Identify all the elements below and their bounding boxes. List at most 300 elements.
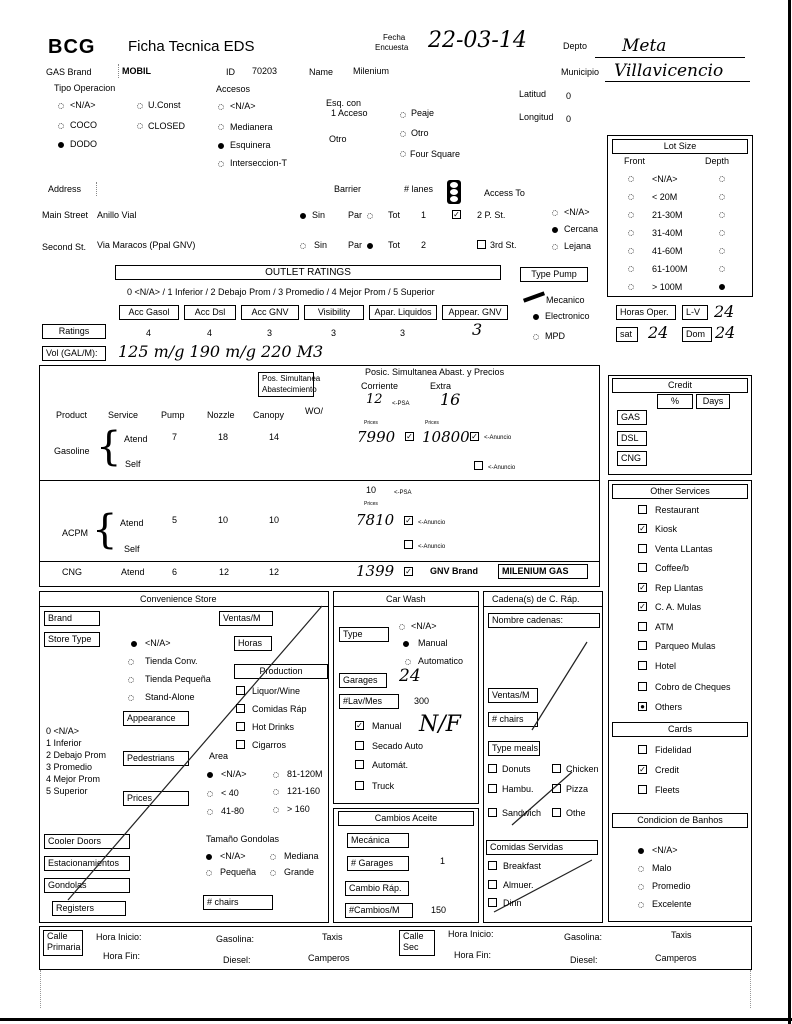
checkbox-meal[interactable]	[488, 784, 497, 793]
cambios-title: Cambios Aceite	[338, 811, 474, 826]
radio-store-type[interactable]	[131, 641, 137, 647]
radio-lot-front[interactable]	[628, 248, 634, 254]
depth-label: Depth	[705, 156, 730, 166]
tipo-option: <N/A>	[70, 100, 96, 110]
wash-garages-label: Garages	[339, 673, 387, 688]
radio-tipo-dodo[interactable]	[58, 142, 64, 148]
gnv-brand-label: GNV Brand	[430, 566, 479, 576]
checkbox-service[interactable]	[638, 641, 647, 650]
service-label: C. A. Mulas	[655, 602, 702, 612]
lav-mes-label: #Lav/Mes	[339, 694, 399, 709]
anuncio-label: <-Anuncio	[418, 520, 446, 526]
brace-icon: {	[92, 507, 118, 553]
gondolas-label: Gondolas	[44, 878, 130, 893]
radio-second-sin[interactable]	[300, 243, 306, 249]
horas-oper-label: Horas Oper.	[616, 305, 676, 320]
outlet-col-0: Acc Gasol	[119, 305, 179, 320]
checkbox-gas-self-anuncio[interactable]	[474, 461, 483, 470]
calle-primaria-label: Calle Primaria	[43, 930, 83, 956]
id-label: ID	[226, 67, 235, 77]
tipo-option: CLOSED	[148, 121, 186, 131]
radio-second-tot[interactable]	[367, 243, 373, 249]
footer-section	[39, 926, 752, 970]
acpm-nozzle[interactable]: 10	[218, 515, 229, 525]
service-label: Hotel	[655, 661, 677, 671]
appearance-scale-item: 0 <N/A>	[46, 726, 80, 736]
tamano-option: Mediana	[284, 851, 319, 861]
sin-label: Sin	[312, 210, 326, 220]
gas-extra-psa[interactable]: 16	[440, 390, 461, 409]
radio-acceso-medianera[interactable]	[218, 124, 224, 130]
service-label: Parqueo Mulas	[655, 641, 716, 651]
radio-access-lejana[interactable]	[552, 244, 558, 250]
cng-pump[interactable]: 6	[172, 567, 178, 577]
atend-label: Atend	[124, 434, 148, 444]
checkbox-comida[interactable]	[488, 898, 497, 907]
lot-size-option: 21-30M	[652, 210, 683, 220]
rating-value[interactable]: 3	[400, 328, 406, 338]
checkbox-service[interactable]	[638, 661, 647, 670]
meal-label: Sandwich	[502, 808, 542, 818]
cadenas-ventas-label: Ventas/M	[488, 688, 538, 703]
checkbox-service[interactable]	[638, 505, 647, 514]
production-label: Hot Drinks	[252, 722, 295, 732]
tipo-option: DODO	[70, 139, 97, 149]
radio-wash-auto[interactable]	[405, 659, 411, 665]
radio-lot-depth[interactable]	[719, 248, 725, 254]
lot-size-option: <N/A>	[652, 174, 678, 184]
longitud-value[interactable]: 0	[566, 114, 572, 124]
hora-inicio-label-2: Hora Inicio:	[448, 929, 494, 939]
acpm-canopy[interactable]: 10	[269, 515, 280, 525]
area-option: <N/A>	[221, 769, 247, 779]
horas-label: Horas	[234, 636, 272, 651]
radio-store-type[interactable]	[128, 677, 134, 683]
lv-value[interactable]: 24	[714, 302, 735, 321]
radio-tipo-coco[interactable]	[58, 123, 64, 129]
rating-value[interactable]: 4	[146, 328, 152, 338]
wash-garages-value[interactable]: 24	[399, 666, 421, 686]
wash-service-label: Truck	[372, 781, 395, 791]
name-value[interactable]: Milenium	[353, 66, 390, 76]
radio-wash-manual[interactable]	[403, 641, 409, 647]
radio-main-tot[interactable]	[367, 213, 373, 219]
latitud-label: Latitud	[519, 89, 547, 99]
radio-banos[interactable]	[638, 848, 644, 854]
col-pump: Pump	[161, 410, 185, 420]
checkbox-meal[interactable]	[488, 808, 497, 817]
checkbox-card[interactable]	[638, 785, 647, 794]
self-label: Self	[124, 544, 140, 554]
checkbox-meal[interactable]	[552, 808, 561, 817]
nombre-cadenas-label: Nombre cadenas:	[488, 613, 600, 628]
esq-con-label: Esq. con	[326, 98, 362, 108]
radio-banos[interactable]	[638, 884, 644, 890]
lv-label: L-V	[682, 305, 708, 320]
radio-area[interactable]	[207, 772, 213, 778]
store-title: Convenience Store	[140, 594, 217, 604]
checkbox-3rd-st[interactable]	[477, 240, 486, 249]
gasolina-label: Gasolina:	[216, 934, 255, 944]
store-chairs-label: # chairs	[203, 895, 273, 910]
checkbox-service[interactable]: ✓	[639, 524, 646, 533]
page-title: Ficha Tecnica EDS	[128, 38, 255, 55]
cambios-m-label: #Cambios/M	[345, 903, 413, 918]
gasoline-label: Gasoline	[54, 446, 90, 456]
radio-lot-depth[interactable]	[719, 194, 725, 200]
radio-access-na[interactable]	[552, 210, 558, 216]
cambios-garages-value[interactable]: 1	[440, 856, 446, 866]
radio-four-square[interactable]	[400, 151, 406, 157]
sin-label: Sin	[314, 240, 328, 250]
estacionamientos-label: Estacionamientos	[44, 856, 130, 871]
checkbox-meal[interactable]	[552, 764, 561, 773]
lot-size-option: 61-100M	[652, 264, 688, 274]
cambios-garages-label: # Garages	[347, 856, 409, 871]
checkbox-comida[interactable]	[488, 861, 497, 870]
acpm-label: ACPM	[62, 528, 89, 538]
rating-value[interactable]: 3	[472, 320, 483, 339]
checkbox-service[interactable]: ●	[638, 702, 647, 711]
tipo-option: U.Const	[148, 100, 181, 110]
corriente-label: Corriente	[361, 381, 399, 391]
otro2-label: Otro	[411, 128, 429, 138]
type-pump-title: Type Pump	[520, 267, 588, 282]
type-meals-label: Type meals	[488, 741, 540, 756]
radio-access-cercana[interactable]	[552, 227, 558, 233]
other-services-title: Other Services	[612, 484, 748, 499]
checkbox-service[interactable]	[638, 563, 647, 572]
checkbox-card[interactable]: ✓	[639, 765, 646, 774]
cambio-rap-label: Cambio Ráp.	[345, 881, 409, 896]
lav-value[interactable]: 300	[414, 696, 430, 706]
radio-area[interactable]	[207, 809, 213, 815]
lanes-label: # lanes	[404, 184, 434, 194]
prices-label: Prices	[364, 501, 378, 507]
second-lanes[interactable]: 2	[421, 240, 427, 250]
radio-otro[interactable]	[400, 131, 406, 137]
radio-area[interactable]	[273, 789, 279, 795]
fecha-label: Fecha	[383, 33, 406, 42]
wash-service-label: Secado Auto	[372, 741, 424, 751]
cambios-value[interactable]: 150	[431, 905, 447, 915]
checkbox-acpm-anuncio[interactable]: ✓	[405, 516, 412, 525]
psa-label: <-PSA	[394, 490, 412, 496]
col-product: Product	[56, 410, 88, 420]
store-type-option: Stand-Alone	[145, 692, 195, 702]
gas-nozzle[interactable]: 18	[218, 432, 229, 442]
store-type-option: <N/A>	[145, 638, 171, 648]
outlet-col-5: Appear. GNV	[442, 305, 508, 320]
banos-label: Malo	[652, 863, 672, 873]
vol-label: Vol (GAL/M):	[42, 346, 106, 361]
depto-value[interactable]: Meta	[622, 36, 667, 56]
tipo-option: COCO	[70, 120, 97, 130]
checkbox-cng-anuncio[interactable]: ✓	[405, 567, 412, 576]
rating-value[interactable]: 3	[267, 328, 273, 338]
outlet-col-4: Apar. Liquidos	[369, 305, 437, 320]
outlet-col-2: Acc GNV	[241, 305, 299, 320]
access-to-label: Access To	[484, 188, 525, 198]
production-label: Liquor/Wine	[252, 686, 301, 696]
calle-sec-label: Calle Sec	[399, 930, 435, 956]
meal-label: Othe	[566, 808, 586, 818]
acceso-option: <N/A>	[230, 101, 256, 111]
radio-lot-depth[interactable]	[719, 266, 725, 272]
radio-tamano[interactable]	[206, 870, 212, 876]
gas-canopy[interactable]: 14	[269, 432, 280, 442]
banos-label: Promedio	[652, 881, 691, 891]
tamano-option: Pequeña	[220, 867, 257, 877]
sat-value[interactable]: 24	[648, 323, 669, 342]
checkbox-production[interactable]	[236, 740, 245, 749]
acpm-psa[interactable]: 10	[366, 485, 377, 495]
checkbox-meal[interactable]	[552, 784, 561, 793]
radio-tamano[interactable]	[270, 870, 276, 876]
camperos-label-2: Camperos	[655, 953, 697, 963]
pump-option: Mecanico	[546, 295, 585, 305]
radio-tipo-closed[interactable]	[137, 123, 143, 129]
radio-main-sin[interactable]	[300, 213, 306, 219]
vol-value[interactable]: 125 m/g 190 m/g 220 M3	[118, 342, 324, 361]
gas-corr-psa[interactable]: 12	[366, 392, 383, 407]
checkbox-wash-service[interactable]	[355, 741, 364, 750]
self-label: Self	[125, 459, 141, 469]
access-na-label: <N/A>	[564, 207, 590, 217]
radio-area[interactable]	[273, 772, 279, 778]
checkbox-wash-service[interactable]	[355, 781, 364, 790]
area-option: 41-80	[221, 806, 245, 816]
checkbox-production[interactable]	[236, 704, 245, 713]
anuncio-label: <-Anuncio	[488, 465, 516, 471]
area-option: < 40	[221, 788, 239, 798]
service-label: Venta LLantas	[655, 544, 713, 554]
col-canopy: Canopy	[253, 410, 285, 420]
checkbox-comida[interactable]	[488, 880, 497, 889]
tot-label: Tot	[388, 240, 401, 250]
depto-label: Depto	[563, 41, 588, 51]
anuncio-label: <-Anuncio	[418, 544, 446, 550]
radio-tipo-na[interactable]	[58, 103, 64, 109]
cng-price[interactable]: 1399	[356, 562, 395, 580]
lot-size-option: 31-40M	[652, 228, 683, 238]
banos-label: <N/A>	[652, 845, 678, 855]
meal-label: Chicken	[566, 764, 599, 774]
pump-option: MPD	[545, 331, 565, 341]
radio-banos[interactable]	[638, 866, 644, 872]
main-street-label: Main Street	[42, 210, 89, 220]
store-type-option: Tienda Pequeña	[145, 674, 211, 684]
card-label: Credit	[655, 765, 680, 775]
checkbox-production[interactable]	[236, 686, 245, 695]
wash-type-label: Type	[339, 627, 389, 642]
outlet-ratings-title: OUTLET RATINGS	[115, 265, 501, 280]
radio-acceso-interseccion[interactable]	[218, 161, 224, 167]
radio-acceso-na[interactable]	[218, 104, 224, 110]
radio-pump-electronico[interactable]	[533, 314, 539, 320]
cng-nozzle[interactable]: 12	[219, 567, 230, 577]
peaje-label: Peaje	[411, 108, 435, 118]
radio-lot-front[interactable]	[628, 266, 634, 272]
car-wash-title: Car Wash	[386, 594, 426, 604]
esq-acceso-label: 1 Acceso	[331, 108, 368, 118]
pct-label: %	[657, 394, 693, 409]
checkbox-service[interactable]	[638, 544, 647, 553]
acpm-pump[interactable]: 5	[172, 515, 178, 525]
checkbox-wash-service[interactable]	[355, 760, 364, 769]
radio-lot-front[interactable]	[628, 230, 634, 236]
radio-store-type[interactable]	[128, 695, 134, 701]
appearance-scale-item: 2 Debajo Prom	[46, 750, 107, 760]
radio-tipo-uconst[interactable]	[137, 103, 143, 109]
radio-lot-depth[interactable]	[719, 230, 725, 236]
radio-lot-front[interactable]	[628, 176, 634, 182]
checkbox-card[interactable]	[638, 745, 647, 754]
main-street-value[interactable]: Anillo Vial	[97, 210, 137, 220]
rating-value[interactable]: 3	[331, 328, 337, 338]
municipio-value[interactable]: Villavicencio	[614, 61, 724, 81]
radio-wash-na[interactable]	[399, 624, 405, 630]
tot-label: Tot	[388, 210, 401, 220]
card-label: Fleets	[655, 785, 680, 795]
outlet-col-1: Acc Dsl	[184, 305, 236, 320]
radio-pump-mpd[interactable]	[533, 334, 539, 340]
fecha-value[interactable]: 22-03-14	[428, 28, 527, 53]
days-label: Days	[696, 394, 730, 409]
comidas-label: Comidas Servidas	[486, 840, 598, 855]
checkbox-acpm-self-anuncio[interactable]	[404, 540, 413, 549]
gas-pump[interactable]: 7	[172, 432, 178, 442]
wash-option: Automatico	[418, 656, 464, 666]
radio-tamano[interactable]	[206, 854, 212, 860]
gas-brand-value[interactable]: MOBIL	[122, 66, 151, 76]
address-label: Address	[48, 184, 82, 194]
radio-store-type[interactable]	[128, 659, 134, 665]
radio-lot-front[interactable]	[628, 194, 634, 200]
radio-lot-depth[interactable]	[719, 176, 725, 182]
appearance-scale-item: 1 Inferior	[46, 738, 82, 748]
service-label: Rep Llantas	[655, 583, 704, 593]
ratings-scale: 0 <N/A> / 1 Inferior / 2 Debajo Prom / 3 Promedio / 4 Mejor Prom / 5 Superior	[127, 287, 435, 297]
prices-label: Prices	[425, 420, 439, 426]
col-wo: WO/	[305, 406, 323, 416]
service-label: Kiosk	[655, 524, 678, 534]
checkbox-main-pst[interactable]: ✓	[453, 210, 460, 219]
checkbox-gas-corr-anuncio[interactable]: ✓	[406, 432, 413, 441]
radio-peaje[interactable]	[400, 112, 406, 118]
checkbox-meal[interactable]	[488, 764, 497, 773]
radio-lot-depth[interactable]	[719, 212, 725, 218]
comida-label: Dinn	[503, 898, 522, 908]
wash-nf: N/F	[419, 712, 461, 737]
ratings-label: Ratings	[42, 324, 106, 339]
wash-service-label: Manual	[372, 721, 402, 731]
checkbox-production[interactable]	[236, 722, 245, 731]
service-label: Coffee/b	[655, 563, 689, 573]
meal-label: Pizza	[566, 784, 589, 794]
area-option: 121-160	[287, 786, 321, 796]
radio-acceso-esquinera[interactable]	[218, 143, 224, 149]
service-label: Others	[655, 702, 683, 712]
cooler-label: Cooler Doors	[44, 834, 130, 849]
cards-title: Cards	[612, 722, 748, 737]
banos-label: Excelente	[652, 899, 692, 909]
cercana-label: Cercana	[564, 224, 599, 234]
meal-label: Hambu.	[502, 784, 534, 794]
wash-option: Manual	[418, 638, 448, 648]
hora-inicio-label: Hora Inicio:	[96, 932, 142, 942]
credit-cng: CNG	[617, 451, 647, 466]
card-label: Fidelidad	[655, 745, 692, 755]
acpm-price[interactable]: 7810	[356, 511, 395, 529]
pump-handle-icon	[523, 291, 545, 302]
prices-label: Prices	[364, 420, 378, 426]
front-label: Front	[624, 156, 646, 166]
checkbox-service[interactable]: ✓	[639, 583, 646, 592]
lot-size-title: Lot Size	[612, 139, 748, 154]
checkbox-wash-service[interactable]: ✓	[356, 721, 363, 730]
credit-title: Credit	[612, 378, 748, 393]
gas-corr-price[interactable]: 7990	[357, 428, 396, 446]
col-service: Service	[108, 410, 139, 420]
production-label: Production	[234, 664, 328, 679]
checkbox-service[interactable]	[638, 622, 647, 631]
four-square-label: Four Square	[410, 149, 461, 159]
radio-lot-depth[interactable]	[719, 284, 725, 290]
radio-area[interactable]	[207, 791, 213, 797]
tamano-option: <N/A>	[220, 851, 246, 861]
sat-label: sat	[616, 327, 638, 342]
cng-canopy[interactable]: 12	[269, 567, 280, 577]
tamano-option: Grande	[284, 867, 315, 877]
extra-label: Extra	[430, 381, 452, 391]
radio-tamano[interactable]	[270, 854, 276, 860]
service-label: Restaurant	[655, 505, 700, 515]
gasolina-label-2: Gasolina:	[564, 932, 603, 942]
main-lanes[interactable]: 1	[421, 210, 427, 220]
checkbox-gas-extra-anuncio[interactable]: ✓	[471, 432, 478, 441]
dom-label: Dom	[682, 327, 712, 342]
id-value[interactable]: 70203	[252, 66, 278, 76]
dom-value[interactable]: 24	[715, 323, 736, 342]
radio-lot-front[interactable]	[628, 284, 634, 290]
second-st-value[interactable]: Via Maracos (Ppal GNV)	[97, 240, 196, 250]
checkbox-service[interactable]: ✓	[639, 602, 646, 611]
service-label: ATM	[655, 622, 674, 632]
col-nozzle: Nozzle	[207, 410, 235, 420]
meal-label: Donuts	[502, 764, 531, 774]
longitud-label: Longitud	[519, 112, 554, 122]
radio-area[interactable]	[273, 807, 279, 813]
gnv-brand-value[interactable]: MILENIUM GAS	[498, 564, 588, 579]
radio-banos[interactable]	[638, 902, 644, 908]
latitud-value[interactable]: 0	[566, 91, 572, 101]
radio-lot-front[interactable]	[628, 212, 634, 218]
checkbox-service[interactable]	[638, 682, 647, 691]
camperos-label: Camperos	[308, 953, 350, 963]
appearance-label: Appearance	[123, 711, 189, 726]
traffic-light-icon	[447, 180, 461, 204]
gas-extra-price[interactable]: 10800	[422, 428, 470, 446]
store-type-option: Tienda Conv.	[145, 656, 198, 666]
ventas-label: Ventas/M	[219, 611, 273, 626]
municipio-label: Municipio	[561, 67, 600, 77]
appearance-scale-item: 5 Superior	[46, 786, 88, 796]
cadenas-title: Cadena(s) de C. Ráp.	[492, 594, 580, 604]
atend-label: Atend	[120, 518, 144, 528]
rating-value[interactable]: 4	[207, 328, 213, 338]
taxis-label: Taxis	[322, 932, 343, 942]
